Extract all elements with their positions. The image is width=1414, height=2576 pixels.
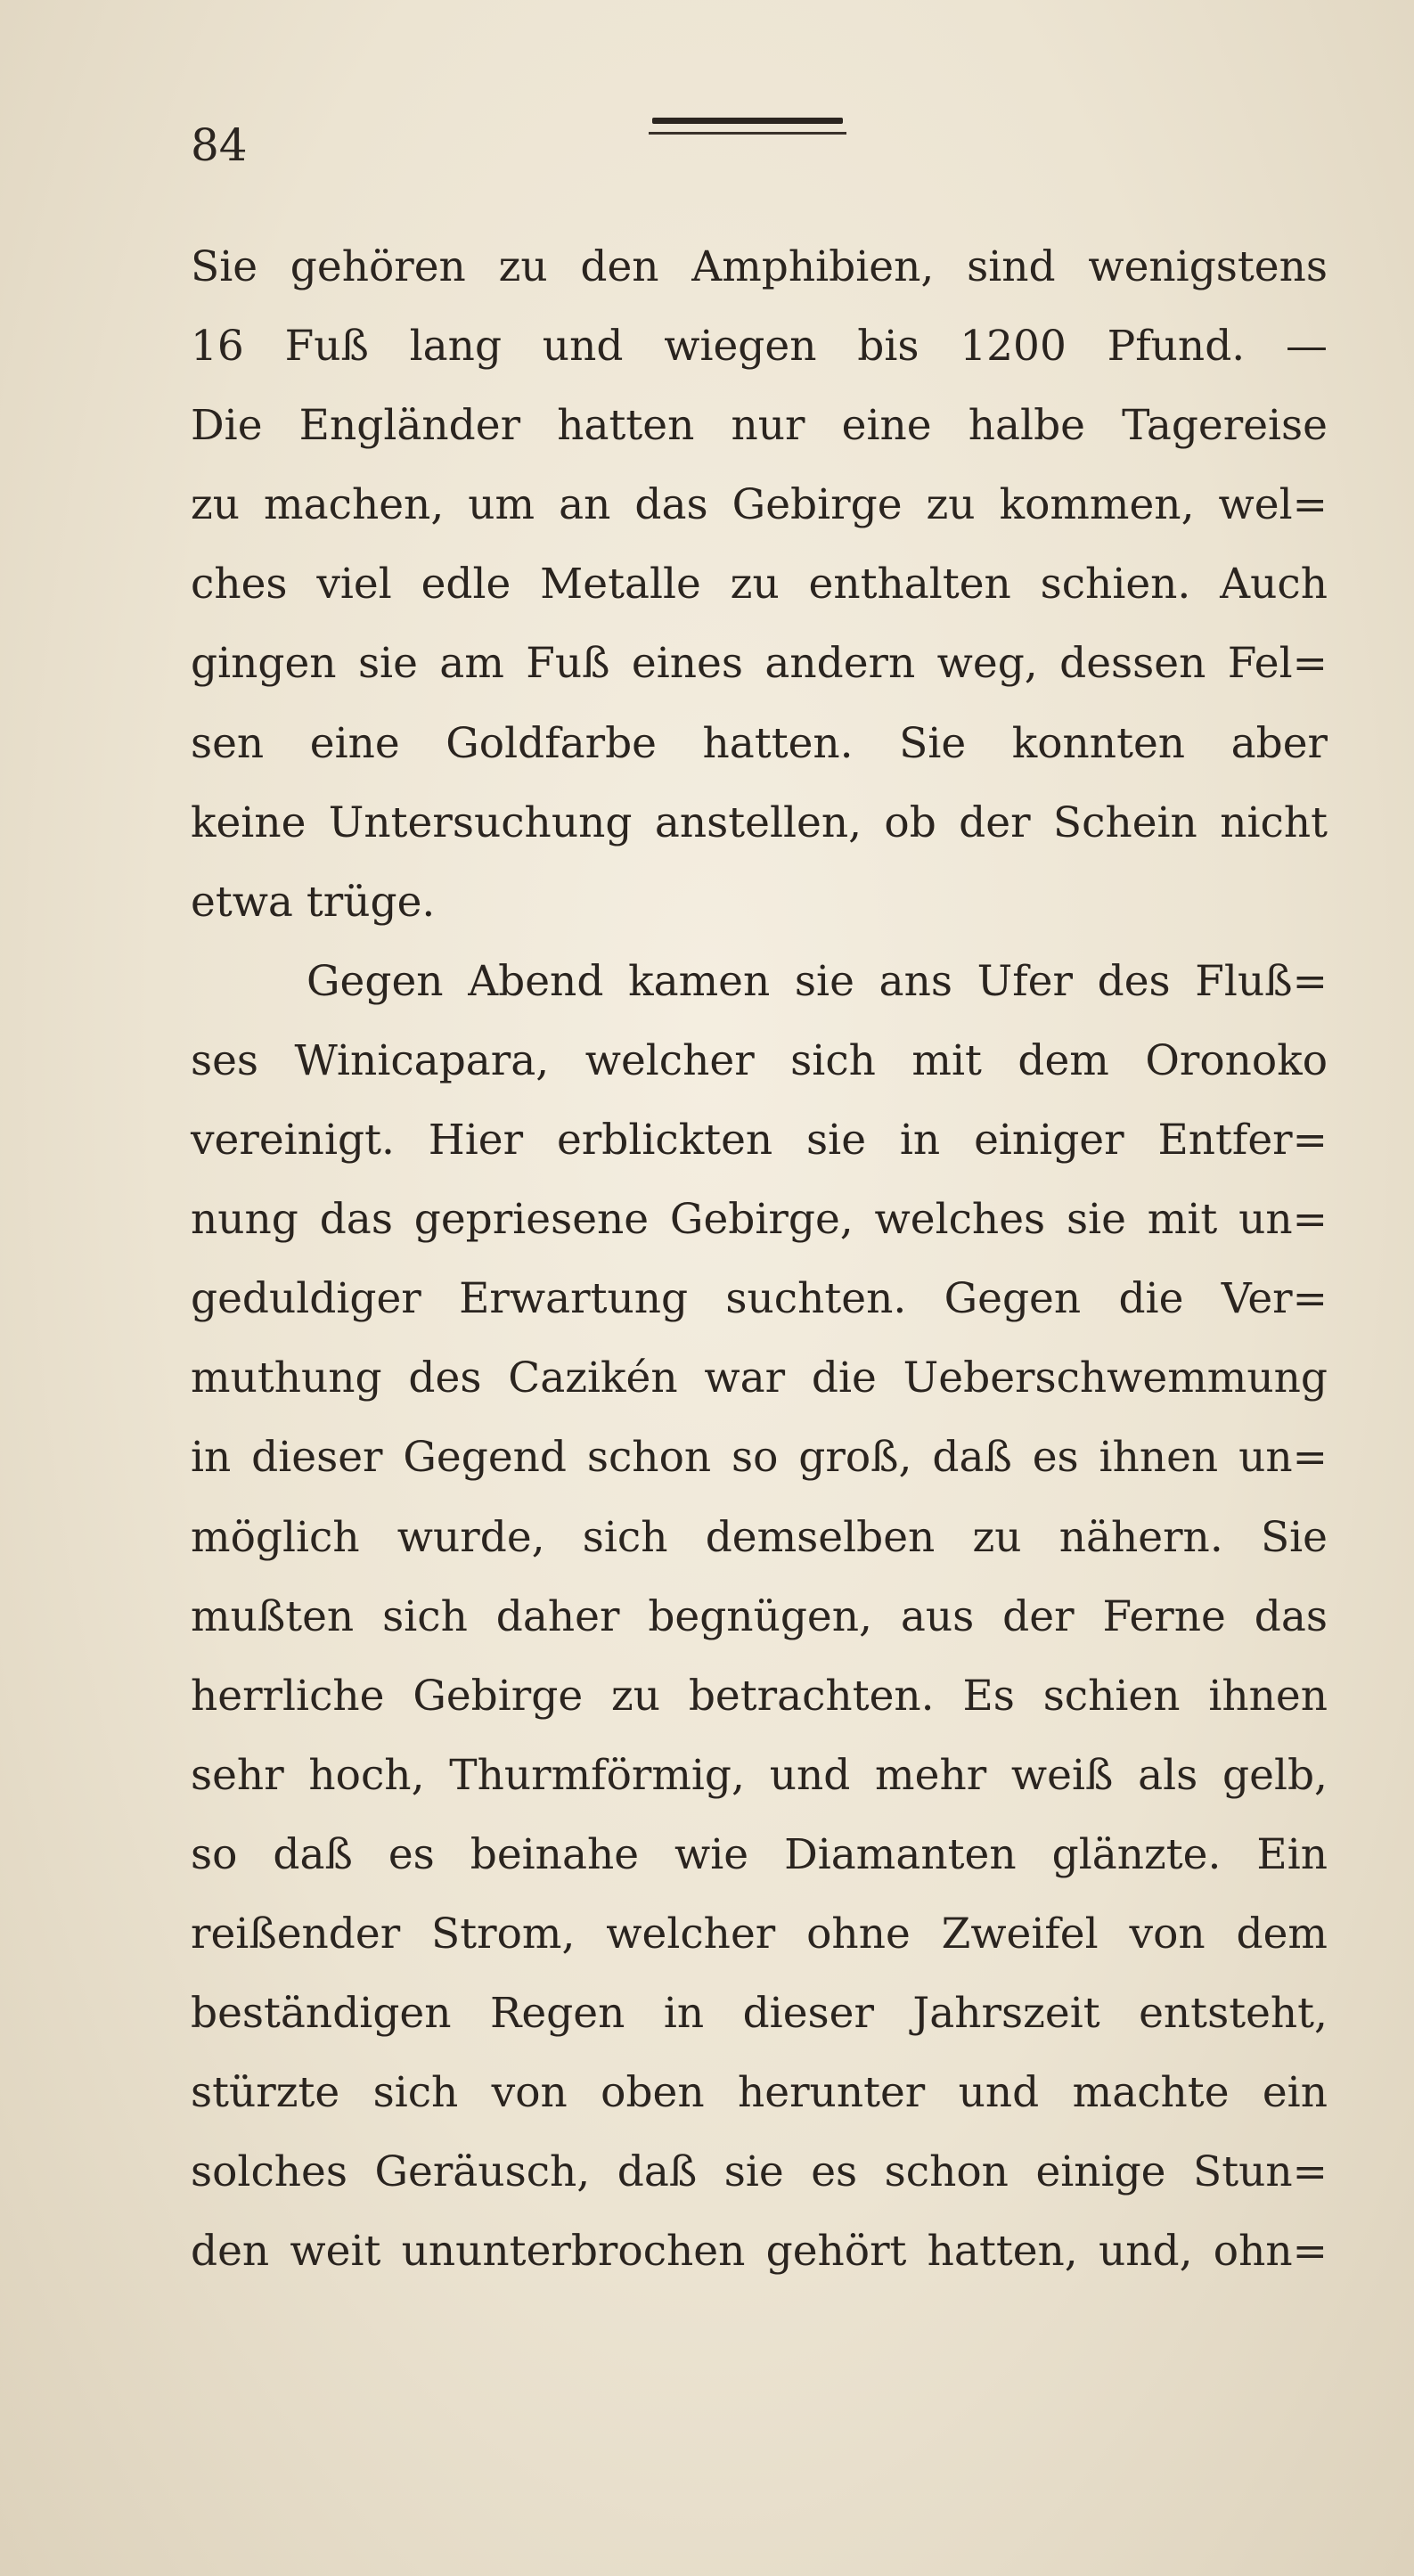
- text-line: zu machen, um an das Gebirge zu kommen, wel=: [191, 480, 1328, 530]
- page-number: 84: [191, 119, 248, 171]
- text-line: den weit ununterbrochen gehört hatten, und, ohn=: [191, 2227, 1328, 2277]
- text-line: muthung des Cazikén war die Ueberschwemmung: [191, 1353, 1328, 1403]
- text-line: reißender Strom, welcher ohne Zweifel von dem: [191, 1909, 1328, 1959]
- text-line: nung das gepriesene Gebirge, welches sie mit un=: [191, 1195, 1328, 1245]
- text-line: beständigen Regen in dieser Jahrszeit entsteht,: [191, 1989, 1328, 2039]
- text-line: Gegen Abend kamen sie ans Ufer des Fluß=: [307, 956, 1328, 1006]
- text-line: solches Geräusch, daß sie es schon einige Stun=: [191, 2147, 1328, 2197]
- text-line: so daß es beinahe wie Diamanten glänzte. Ein: [191, 1829, 1328, 1879]
- text-line: gingen sie am Fuß eines andern weg, dessen Fel=: [191, 639, 1328, 689]
- text-line: herrliche Gebirge zu betrachten. Es schien ihnen: [191, 1671, 1328, 1721]
- text-line: sen eine Goldfarbe hatten. Sie konnten aber: [191, 718, 1328, 768]
- text-line: Die Engländer hatten nur eine halbe Tagereise: [191, 401, 1328, 451]
- text-line: etwa trüge.: [191, 877, 436, 927]
- ornament-bar-top: [652, 118, 843, 124]
- text-line: stürzte sich von oben herunter und machte ein: [191, 2068, 1328, 2118]
- text-line: möglich wurde, sich demselben zu nähern. Sie: [191, 1512, 1328, 1562]
- text-line: vereinigt. Hier erblickten sie in einiger Entfer=: [191, 1116, 1328, 1165]
- text-line: ches viel edle Metalle zu enthalten schien. Auch: [191, 560, 1328, 609]
- text-line: geduldiger Erwartung suchten. Gegen die Ver=: [191, 1274, 1328, 1324]
- text-line: in dieser Gegend schon so groß, daß es ihnen un=: [191, 1433, 1328, 1483]
- text-line: mußten sich daher begnügen, aus der Ferne das: [191, 1591, 1328, 1641]
- ornament-bar-bottom: [649, 132, 846, 135]
- text-line: Sie gehören zu den Amphibien, sind wenigstens: [191, 242, 1328, 291]
- header-ornament-rule: [649, 118, 846, 141]
- text-line: keine Untersuchung anstellen, ob der Schein nicht: [191, 797, 1328, 847]
- text-line: 16 Fuß lang und wiegen bis 1200 Pfund. —: [191, 322, 1328, 372]
- text-line: ses Winicapara, welcher sich mit dem Oronoko: [191, 1035, 1328, 1085]
- body-text: [191, 227, 1328, 2291]
- text-line: sehr hoch, Thurmförmig, und mehr weiß als gelb,: [191, 1750, 1328, 1800]
